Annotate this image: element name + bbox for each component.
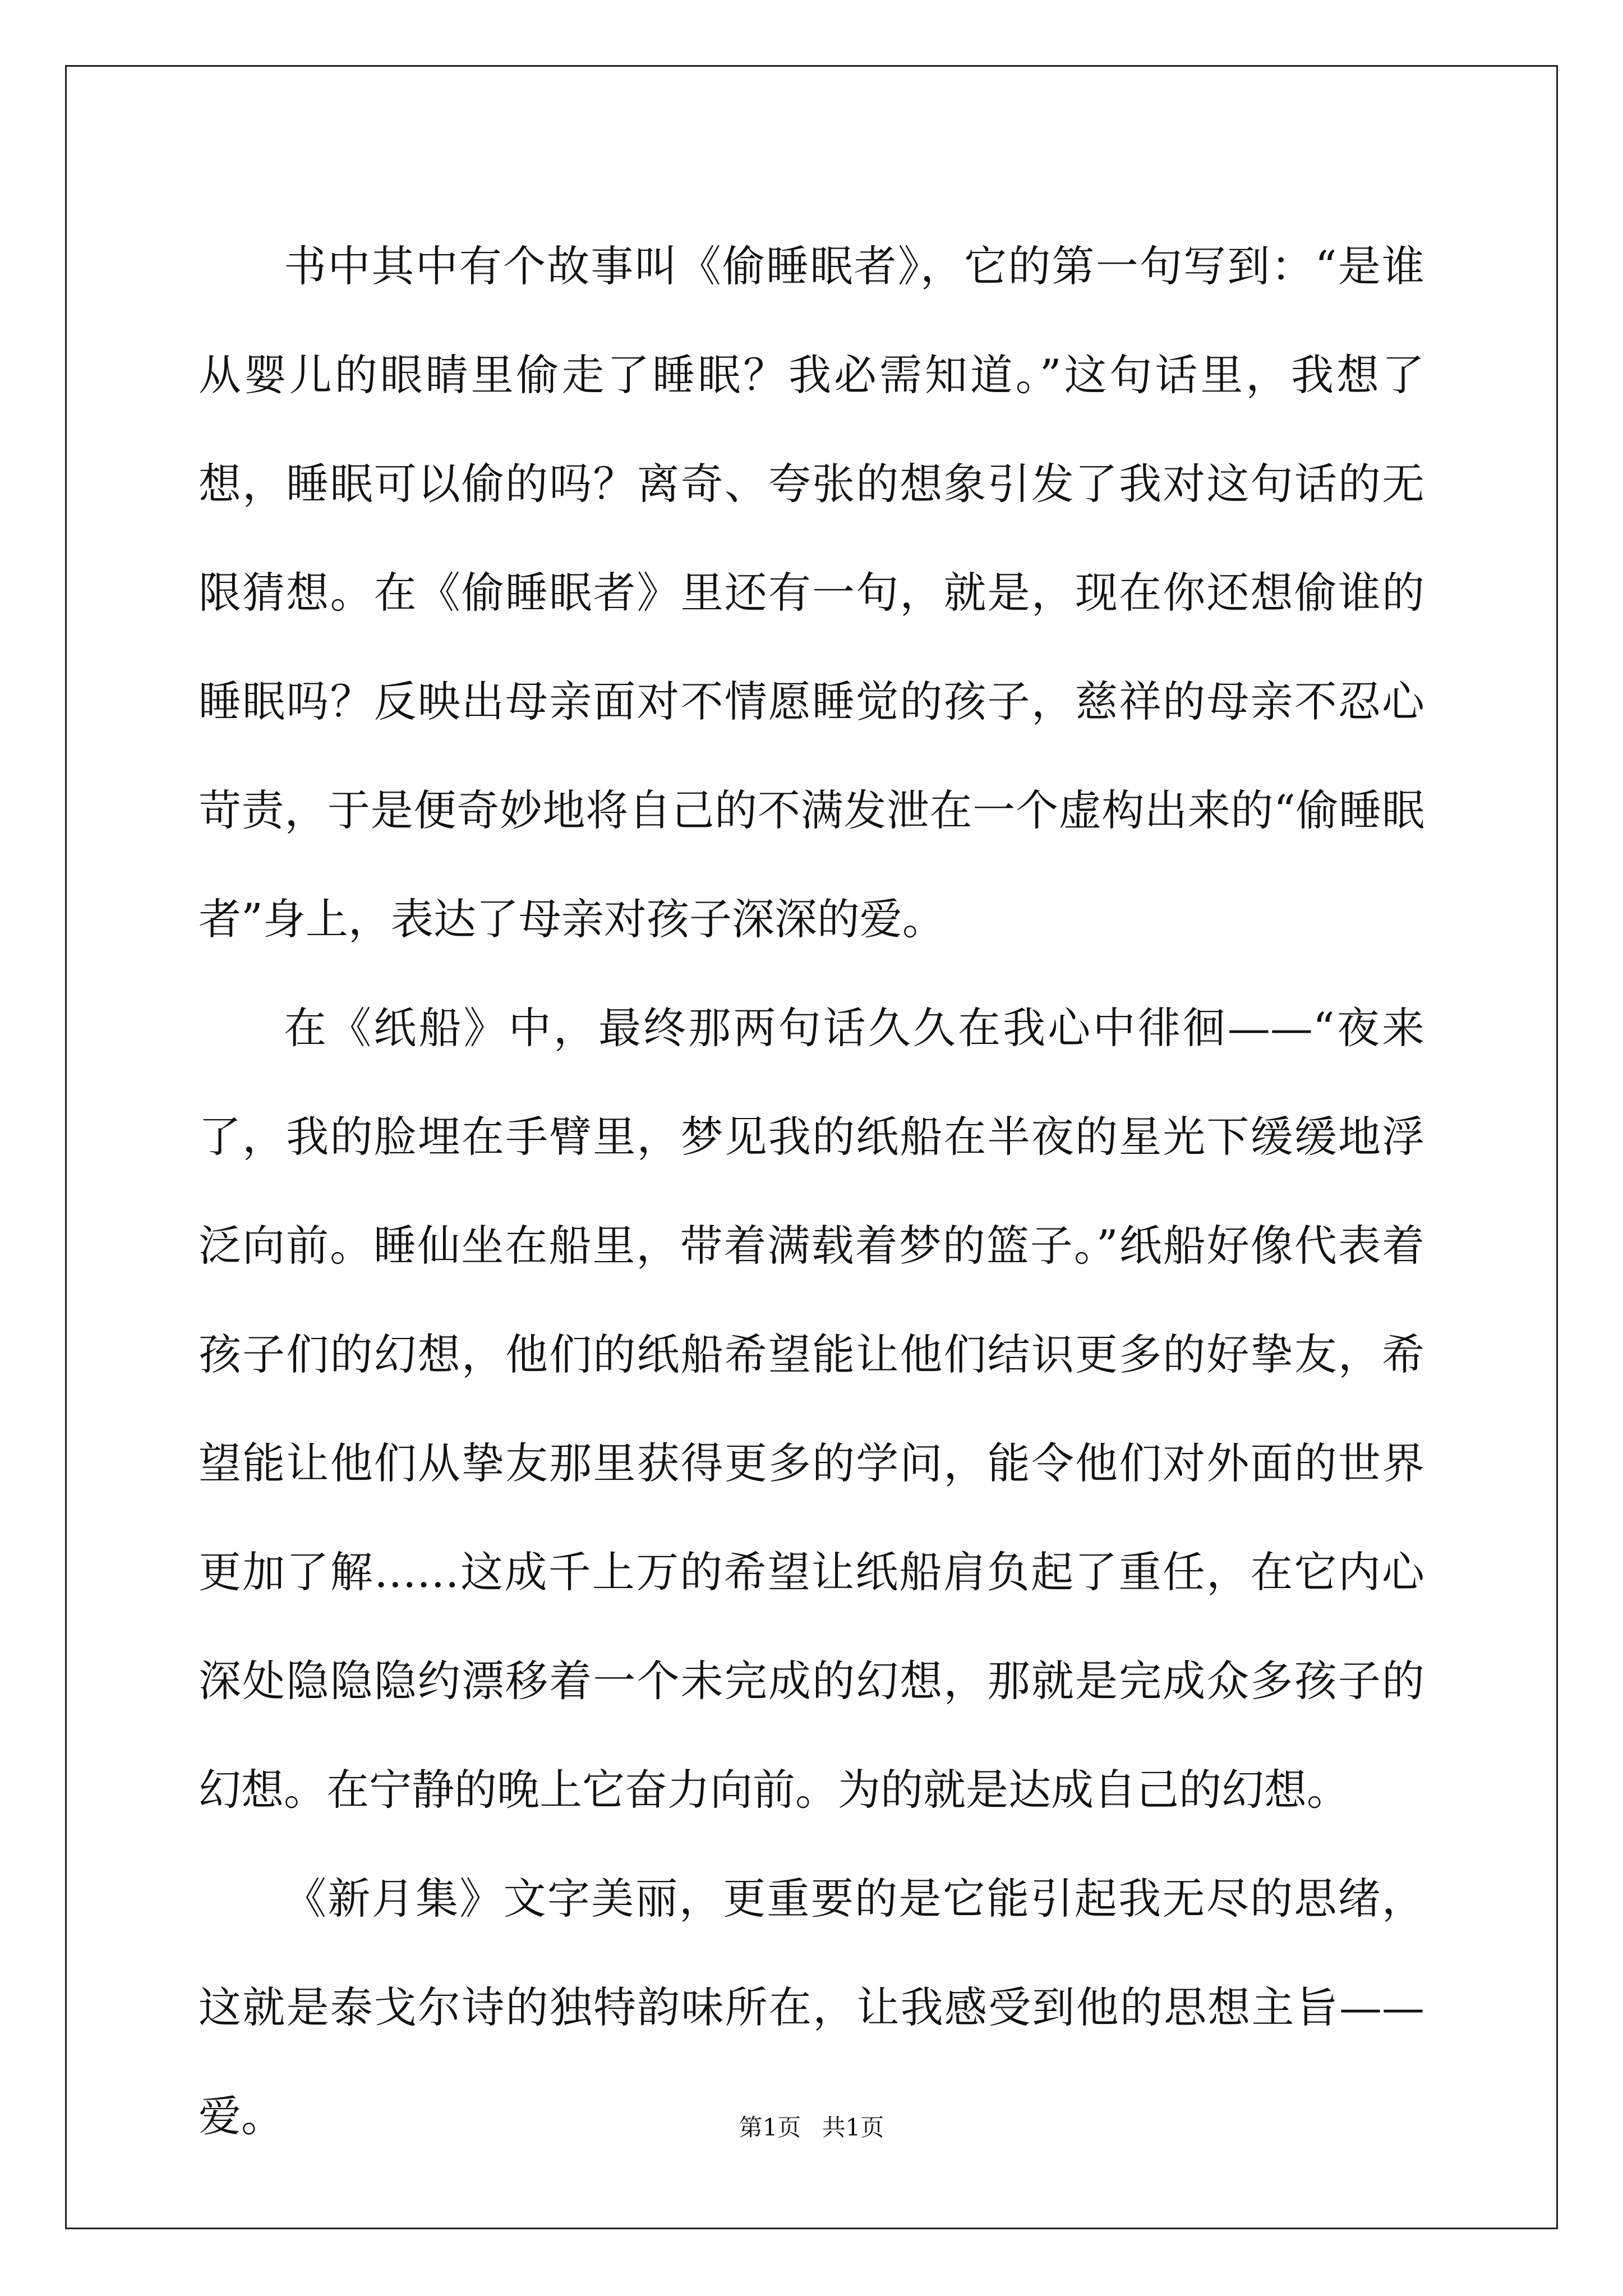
document-body <box>199 212 1424 2171</box>
paragraph-1: 书中其中有个故事叫《偷睡眠者》，它的第一句写到：“是谁从婴儿的眼睛里偷走了睡眠？我必需知道。”这句话里，我想了想，睡眠可以偷的吗？离奇、夸张的想象引发了我对这句话的无限猜想。在《偷睡眠者》里还有一句，就是，现在你还想偷谁的睡眠吗？反映出母亲面对不情愿睡觉的孩子，慈祥的母亲不忍心苛责，于是便奇妙地将自己的不满发泄在一个虚构出来的“偷睡眠者”身上，表达了母亲对孩子深深的爱。 <box>199 241 1424 944</box>
paragraph-2: 在《纸船》中，最终那两句话久久在我心中徘徊——“夜来了，我的脸埋在手臂里，梦见我的纸船在半夜的星光下缓缓地浮泛向前。睡仙坐在船里，带着满载着梦的篮子。”纸船好像代表着孩子们的幻想，他们的纸船希望能让他们结识更多的好挚友，希望能让他们从挚友那里获得更多的学问，能令他们对外面的世界更加了解……这成千上万的希望让纸船肩负起了重任，在它内心深处隐隐隐约漂移着一个未完成的幻想，那就是完成众多孩子的幻想。在宁静的晚上它奋力向前。为的就是达成自己的幻想。 <box>199 1003 1424 1815</box>
page-number: 第1页 <box>739 2114 801 2141</box>
page-total: 共1页 <box>822 2114 884 2141</box>
paragraph-3: 《新月集》文字美丽，更重要的是它能引起我无尽的思绪，这就是泰戈尔诗的独特韵味所在，让我感受到他的思想主旨——爱。 <box>199 1874 1424 2141</box>
page-footer <box>0 2109 1623 2143</box>
